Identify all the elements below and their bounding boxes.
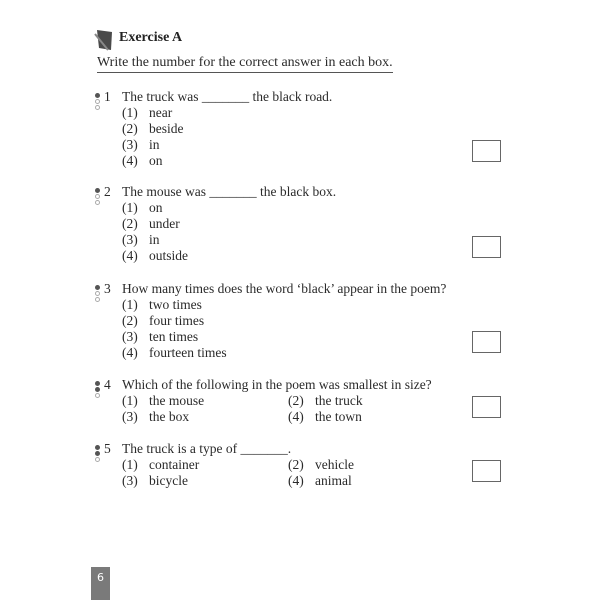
option: (3) in	[122, 137, 160, 152]
option: (1) the mouse	[122, 393, 205, 408]
option: (2) vehicle	[288, 457, 354, 472]
difficulty-indicator	[95, 188, 101, 206]
exercise-instruction: Write the number for the correct answer in each box.	[97, 54, 393, 73]
question-text: The truck is a type of _______.	[122, 441, 292, 456]
difficulty-dot-empty	[95, 457, 100, 462]
option: (3) in	[122, 232, 160, 247]
option: (4) fourteen times	[122, 345, 227, 360]
difficulty-dot-empty	[95, 291, 100, 296]
difficulty-dot-filled	[95, 387, 100, 392]
difficulty-dot-empty	[95, 297, 100, 302]
option: (1) two times	[122, 297, 202, 312]
answer-box-5[interactable]	[472, 460, 501, 482]
answer-box-1[interactable]	[472, 140, 501, 162]
difficulty-indicator	[95, 381, 101, 399]
answer-box-3[interactable]	[472, 331, 501, 353]
exercise-title: Exercise A	[119, 30, 183, 45]
option: (1) container	[122, 457, 200, 472]
option: (3) ten times	[122, 329, 199, 344]
option: (2) four times	[122, 313, 205, 328]
difficulty-dot-filled	[95, 188, 100, 193]
option: (3) the box	[122, 409, 190, 424]
difficulty-dot-empty	[95, 105, 100, 110]
option: (4) outside	[122, 248, 188, 263]
question-number: 4	[104, 377, 111, 392]
difficulty-dot-empty	[95, 393, 100, 398]
pencil-icon	[94, 28, 112, 50]
answer-box-2[interactable]	[472, 236, 501, 258]
difficulty-dot-filled	[95, 451, 100, 456]
difficulty-dot-filled	[95, 381, 100, 386]
option: (4) animal	[288, 473, 352, 488]
question-text: How many times does the word ‘black’ appear in the poem?	[122, 281, 447, 296]
difficulty-dot-filled	[95, 445, 100, 450]
difficulty-dot-empty	[95, 99, 100, 104]
difficulty-indicator	[95, 93, 101, 111]
question-text: The mouse was _______ the black box.	[122, 184, 337, 199]
option: (3) bicycle	[122, 473, 188, 488]
option: (1) near	[122, 105, 173, 120]
option: (2) under	[122, 216, 180, 231]
difficulty-indicator	[95, 445, 101, 463]
difficulty-dot-empty	[95, 200, 100, 205]
question-number: 1	[104, 89, 111, 104]
difficulty-dot-filled	[95, 93, 100, 98]
option: (2) the truck	[288, 393, 363, 408]
question-number: 2	[104, 184, 111, 199]
answer-box-4[interactable]	[472, 396, 501, 418]
difficulty-dot-filled	[95, 285, 100, 290]
question-number: 5	[104, 441, 111, 456]
question-text: Which of the following in the poem was smallest in size?	[122, 377, 432, 392]
question-number: 3	[104, 281, 111, 296]
option: (2) beside	[122, 121, 184, 136]
option: (4) on	[122, 153, 163, 168]
difficulty-dot-empty	[95, 194, 100, 199]
question-text: The truck was _______ the black road.	[122, 89, 333, 104]
page-number: 6	[91, 567, 110, 600]
difficulty-indicator	[95, 285, 101, 303]
option: (1) on	[122, 200, 163, 215]
option: (4) the town	[288, 409, 362, 424]
